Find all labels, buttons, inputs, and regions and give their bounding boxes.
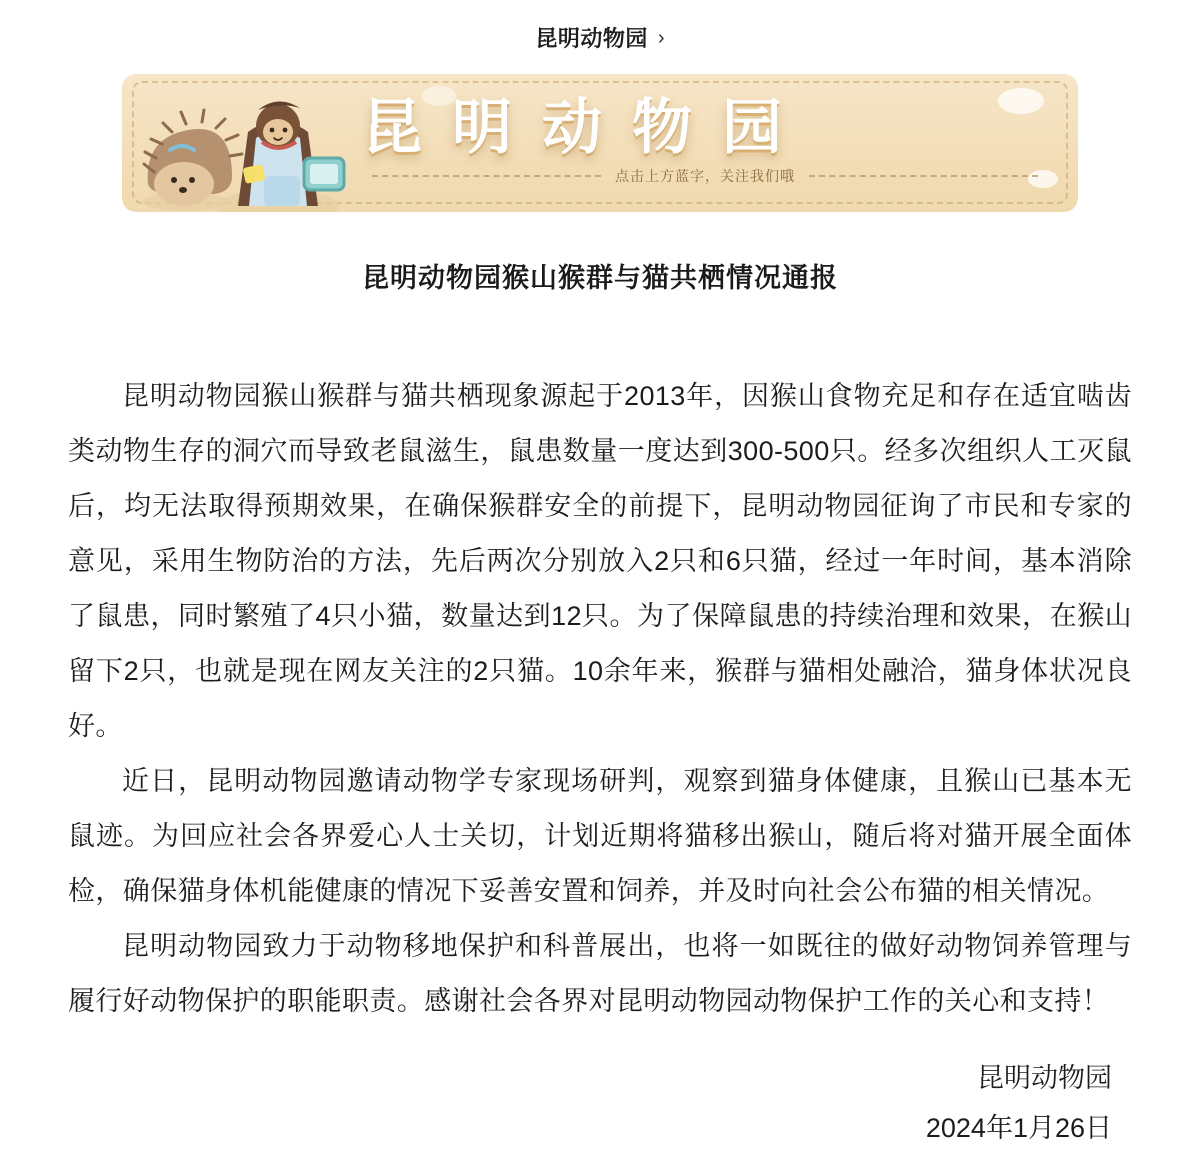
divider-left xyxy=(372,175,601,177)
article-title: 昆明动物园猴山猴群与猫共栖情况通报 xyxy=(362,263,838,293)
signature-date: 2024年1月26日 xyxy=(925,1113,1112,1143)
chevron-right-icon[interactable]: › xyxy=(657,27,665,49)
signature-block xyxy=(68,1053,1132,1153)
banner-title: 昆明动物园 xyxy=(362,94,812,161)
account-header xyxy=(0,0,1200,74)
banner-subtitle: 点击上方蓝字，关注我们哦 xyxy=(615,168,795,184)
article xyxy=(0,212,1200,1153)
banner-subtitle-row xyxy=(372,166,1038,186)
article-body xyxy=(68,369,1132,1029)
account-name[interactable]: 昆明动物园 xyxy=(535,25,648,51)
mascot-illustration xyxy=(140,80,360,212)
banner-image xyxy=(122,74,1078,212)
cloud-icon xyxy=(998,88,1044,114)
paragraph: 昆明动物园致力于动物移地保护和科普展出，也将一如既往的做好动物饲养管理与履行好动物保护的职能职责。感谢社会各界对昆明动物园动物保护工作的关心和支持！ xyxy=(68,931,1132,1016)
paragraph: 近日，昆明动物园邀请动物学专家现场研判，观察到猫身体健康，且猴山已基本无鼠迹。为回应社会各界爱心人士关切，计划近期将猫移出猴山，随后将对猫开展全面体检，确保猫身体机能健康的情况下妥善安置和饲养，并及时向社会公布猫的相关情况。 xyxy=(68,766,1132,906)
paragraph: 昆明动物园猴山猴群与猫共栖现象源起于2013年，因猴山食物充足和存在适宜啮齿类动物生存的洞穴而导致老鼠滋生，鼠患数量一度达到300-500只。经多次组织人工灭鼠后，均无法取得预期效果，在确保猴群安全的前提下，昆明动物园征询了市民和专家的意见，采用生物防治的方法，先后两次分别放入2只和6只猫，经过一年时间，基本消除了鼠患，同时繁殖了4只小猫，数量达到12只。为了保障鼠患的持续治理和效果，在猴山留下2只，也就是现在网友关注的2只猫。10余年来，猴群与猫相处融洽，猫身体状况良好。 xyxy=(68,381,1132,741)
banner-container xyxy=(0,74,1200,212)
divider-right xyxy=(809,175,1038,177)
signature-name: 昆明动物园 xyxy=(977,1063,1112,1093)
